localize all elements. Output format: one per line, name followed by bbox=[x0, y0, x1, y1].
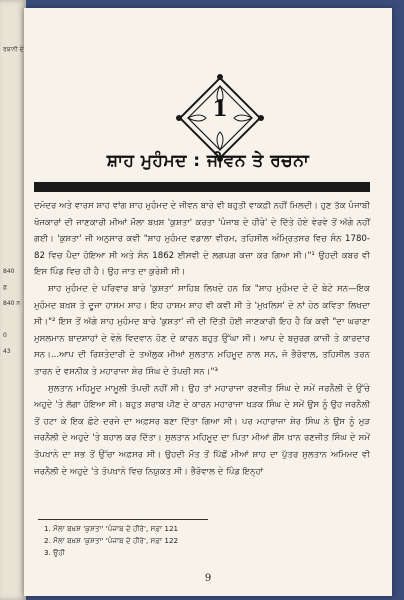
footnotes bbox=[44, 523, 344, 558]
margin-mark: 43 bbox=[3, 348, 11, 355]
paragraph: ਸ਼ਾਹ ਮੁਹੰਮਦ ਦੇ ਪਰਿਵਾਰ ਬਾਰੇ 'ਕੁਸ਼ਤਾ' ਸਾਹਿਬ ਲਿਖਦੇ ਹਨ ਕਿ "ਸ਼ਾਹ ਮੁਹੰਮਦ ਦੇ ਦੋ ਬੇਟੇ ਸਨ—ਇਕ ਮੁਹੰਮਦ ਬਖ਼ਸ਼ ਤੇ ਦੂਜਾ ਹਾਸ਼ਮ ਸ਼ਾਹ। ਇਹ ਹਾਸ਼ਮ ਸ਼ਾਹ ਵੀ ਕਵੀ ਸੀ ਤੇ 'ਮੁਖ਼ਲਿਸ' ਦੇ ਨਾਂ ਹੇਠ ਕਵਿਤਾ ਲਿਖਦਾ ਸੀ।"² ਇਸ ਤੋਂ ਅੱਗੇ ਸ਼ਾਹ ਮੁਹੰਮਦ ਬਾਰੇ 'ਕੁਸ਼ਤਾ' ਜੀ ਦੀ ਦਿੱਤੀ ਹੋਈ ਜਾਣਕਾਰੀ ਇਹ ਹੈ ਕਿ ਕਵੀ "ਦਾ ਘਰਾਣਾ ਮੁਸਲਮਾਨ ਬਾਦਸ਼ਾਹਾਂ ਦੇ ਵੇਲੇ ਵਿਦਵਾਨ ਹੋਣ ਦੇ ਕਾਰਨ ਬਹੁਤ ਉੱਘਾ ਸੀ। ਆਪ ਦੇ ਬਜ਼ੁਰਗ ਕਾਜ਼ੀ ਤੇ ਕਾਰਦਾਰ ਸਨ।...ਆਪ ਦੀ ਰਿਸ਼ਤੇਦਾਰੀ ਦੇ ਤਅੱਲੁਕ ਮੀਆਂ ਸੁਲਤਾਨ ਮਹਿਮੂਦ ਨਾਲ ਸਨ, ਜੋ ਭੈਰੋਵਾਲ, ਤਹਿਸੀਲ ਤਰਨ ਤਾਰਨ ਦੇ ਵਸਨੀਕ ਤੇ ਮਹਾਰਾਜਾ ਸ਼ੇਰ ਸਿੰਘ ਦੇ ਤੋਪਚੀ ਸਨ।"³ bbox=[34, 283, 370, 377]
margin-mark: 0 bbox=[3, 332, 7, 339]
paragraph: ਦਮੋਦਰ ਅਤੇ ਵਾਰਸ ਸ਼ਾਹ ਵਾਂਗ ਸ਼ਾਹ ਮੁਹੰਮਦ ਦੇ ਜੀਵਨ ਬਾਰੇ ਵੀ ਬਹੁਤੀ ਵਾਕਫ਼ੀ ਨਹੀਂ ਮਿਲਦੀ। ਹੁਣ ਤੱਕ ਪੰਜਾਬੀ ਖੋਜਕਾਰਾਂ ਦੀ ਜਾਣਕਾਰੀ ਮੀਆਂ ਮੌਲਾ ਬਖ਼ਸ਼ 'ਕੁਸ਼ਤਾ' ਕਰਤਾ 'ਪੰਜਾਬ ਦੇ ਹੀਰੇ' ਦੇ ਦਿੱਤੇ ਹੋਏ ਵੇਰਵੇ ਤੋਂ ਅੱਗੇ ਨਹੀਂ ਗਈ। 'ਕੁਸ਼ਤਾ' ਜੀ ਅਨੁਸਾਰ ਕਵੀ "ਸ਼ਾਹ ਮੁਹੰਮਦ ਵਡਾਲਾ ਵੀਰਮ, ਤਹਿਸੀਲ ਅੰਮ੍ਰਿਤਸਰ ਵਿਚ ਸੰਨ 1780-82 ਵਿਚ ਪੈਦਾ ਹੋਇਆ ਸੀ ਅਤੇ ਸੰਨ 1862 ਈਸਵੀ ਦੇ ਲਗਪਗ ਕਜ਼ਾ ਕਰ ਗਿਆ ਸੀ।"¹ ਉਹਦੀ ਕਬਰ ਵੀ ਇਸ ਪਿੰਡ ਵਿਚ ਹੀ ਹੈ। ਉਹ ਜਾਤ ਦਾ ਕੁਰੇਸ਼ੀ ਸੀ। bbox=[34, 201, 370, 278]
footnote-divider bbox=[38, 519, 208, 520]
title-underline-bar bbox=[34, 182, 370, 192]
page-number: 9 bbox=[204, 573, 212, 584]
footnote: 2. ਮੌਲਾ ਬਖ਼ਸ਼ 'ਕੁਸ਼ਤਾ' 'ਪੰਜਾਬ ਦੇ ਹੀਰੇ', ਸਫ਼ਾ 122 bbox=[44, 535, 179, 545]
footnote: 3. ਉਹੀ bbox=[44, 547, 65, 557]
margin-mark: 840 ਨ bbox=[3, 300, 21, 307]
adjacent-page-edge bbox=[0, 0, 26, 600]
margin-mark: 840 bbox=[3, 268, 15, 275]
chapter-number: 1 bbox=[212, 96, 228, 122]
book-page bbox=[24, 8, 392, 596]
footnote: 1. ਮੌਲਾ ਬਖ਼ਸ਼ 'ਕੁਸ਼ਤਾ' 'ਪੰਜਾਬ ਦੇ ਹੀਰੇ', ਸਫ਼ਾ 121 bbox=[44, 524, 179, 533]
body-text bbox=[34, 198, 370, 480]
margin-mark: ਰਬਾਨੀ ਦੇ bbox=[3, 46, 24, 53]
chapter-title: ਸ਼ਾਹ ਮੁਹੰਮਦ : ਜੀਵਨ ਤੇ ਰਚਨਾ bbox=[106, 151, 310, 171]
paragraph: ਸੁਲਤਾਨ ਮਹਿਮੂਦ ਮਾਮੂਲੀ ਤੋਪਚੀ ਨਹੀਂ ਸੀ। ਉਹ ਤਾਂ ਮਹਾਰਾਜਾ ਰਣਜੀਤ ਸਿੰਘ ਦੇ ਸਮੇਂ ਜਰਨੈਲੀ ਦੇ ਉੱਚੇ ਅਹੁਦੇ 'ਤੇ ਲੱਗਾ ਹੋਇਆ ਸੀ। ਬਹੁਤ ਸ਼ਰਾਬ ਪੀਣ ਦੇ ਕਾਰਨ ਮਹਾਰਾਜਾ ਖੜਕ ਸਿੰਘ ਦੇ ਸਮੇਂ ਉਸ ਨੂੰ ਉਹ ਜਰਨੈਲੀ ਤੋਂ ਹਟਾ ਕੇ ਇਕ ਛੋਟੇ ਦਰਜੇ ਦਾ ਅਫ਼ਸਰ ਬਣਾ ਦਿੱਤਾ ਗਿਆ ਸੀ। ਪਰ ਮਹਾਰਾਜਾ ਸ਼ੇਰ ਸਿੰਘ ਨੇ ਉਸ ਨੂੰ ਮੁੜ ਜਰਨੈਲੀ ਦੇ ਅਹੁਦੇ 'ਤੇ ਬਹਾਲ ਕਰ ਦਿੱਤਾ। ਸੁਲਤਾਨ ਮਹਿਮੂਦ ਦਾ ਪਿਤਾ ਮੀਆਂ ਗੌਂਸ ਖ਼ਾਨ ਰਣਜੀਤ ਸਿੰਘ ਦੇ ਸਮੇਂ ਤੋਪਖ਼ਾਨੇ ਦਾ ਸਭ ਤੋਂ ਉੱਚਾ ਅਫ਼ਸਰ ਸੀ। ਉਹਦੀ ਮੌਤ ਤੋਂ ਪਿੱਛੋਂ ਮੀਆਂ ਸ਼ਾਹ ਦਾ ਪੁੱਤਰ ਸੁਲਤਾਨ ਅਮਿਮਦ ਵੀ ਜਰਨੈਲੀ ਦੇ ਅਹੁਦੇ 'ਤੇ ਤੋਪਖ਼ਾਨੇ ਵਿਚ ਨਿਯੁਕਤ ਸੀ। ਭੈਰੋਵਾਲ ਦੇ ਪਿੰਡ ਇਨ੍ਹਾਂ bbox=[34, 383, 370, 477]
margin-mark: ਫ਼ bbox=[3, 284, 7, 291]
